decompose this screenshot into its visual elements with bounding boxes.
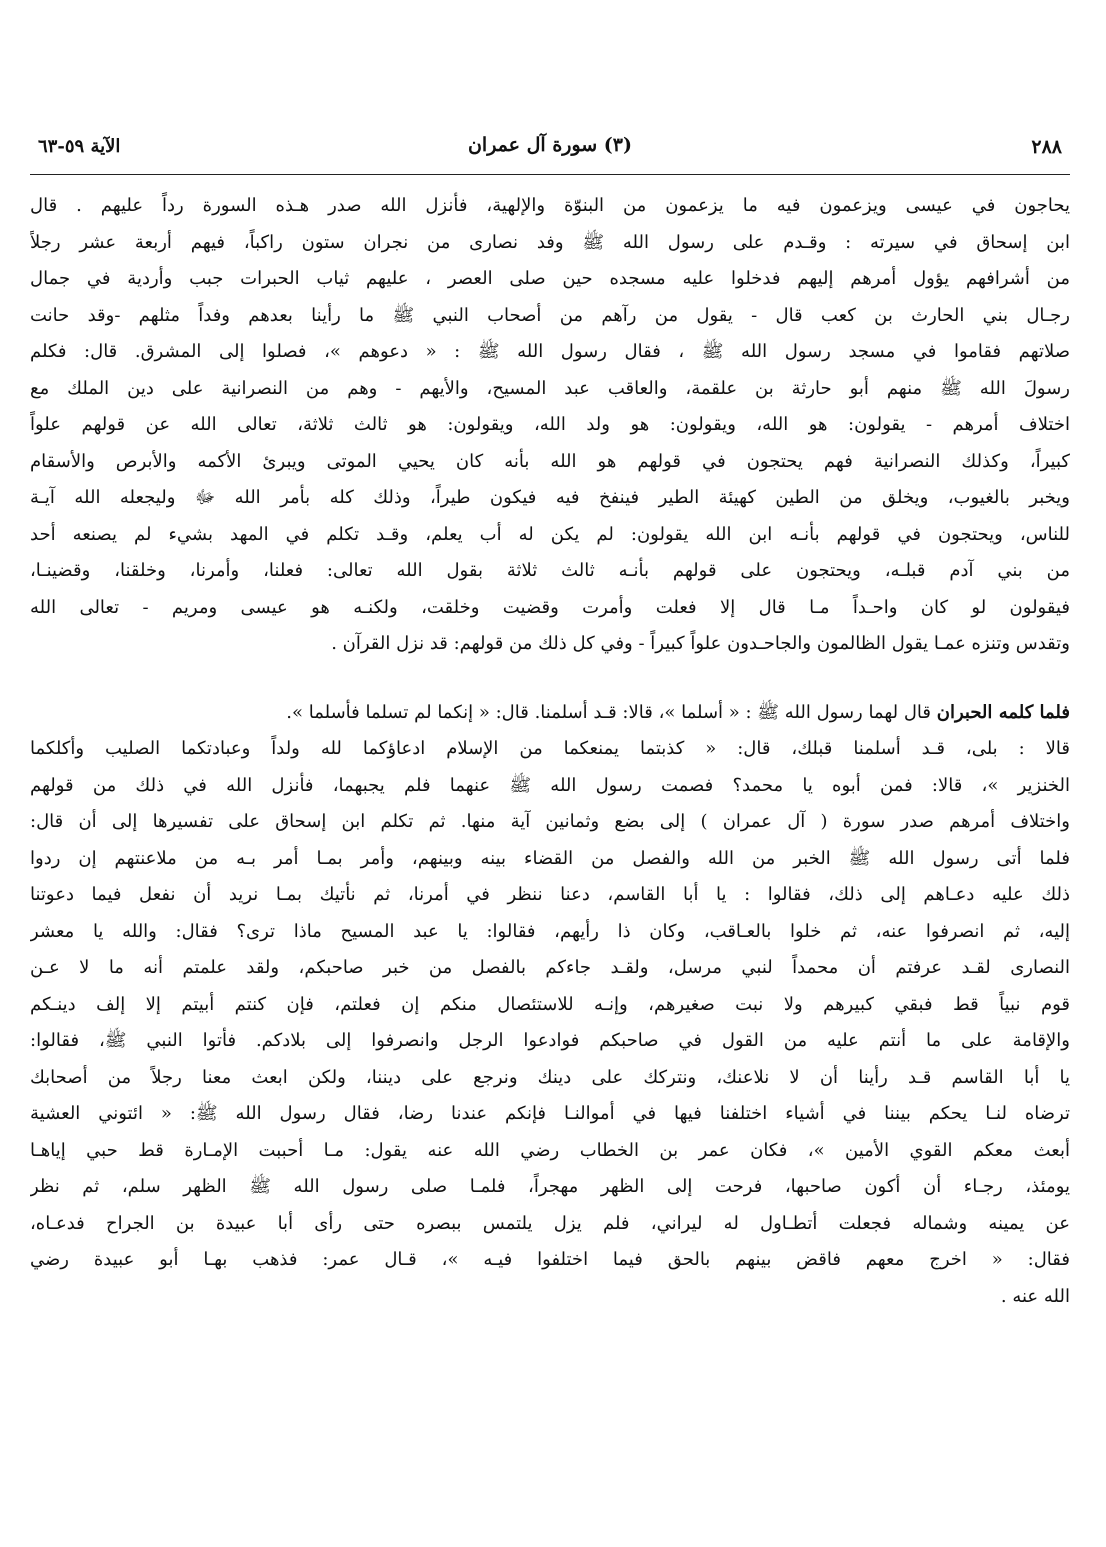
verse-range: الآية ٥٩-٦٣ <box>38 136 121 157</box>
text-line: فلما أتى رسول الله ﷺ الخبر من الله والفصل من القضاء بينه وبينهم، وأمر بمـا أمر بـه من ملاعنتهم إن ردوا <box>30 847 1070 869</box>
text-line: صلاتهم فقاموا في مسجد رسول الله ﷺ ، فقال رسول الله ﷺ : « دعوهم »، فصلوا إلى المشرق. قال: فكلم <box>30 341 1070 362</box>
text-line: يا أبا القاسم قـد رأينا أن لا نلاعنك، ونتركك على دينك ونرجع على ديننا، ولكن ابعث معنا رجلاً من أصحابك <box>30 1066 1070 1088</box>
text-line: واختلاف أمرهم صدر سورة ( آل عمران ) إلى بضع وثمانين آية منها. ثم تكلم ابن إسحاق على تفسيرها إلى أن قال: <box>30 811 1070 832</box>
text-line: إليه، ثم انصرفوا عنه، ثم خلوا بالعـاقب، وكان ذا رأيهم، فقالوا: يا عبد المسيح ماذا ترى؟ فقال: والله يا معشر <box>30 920 1070 942</box>
text-line: للناس، ويحتجون في قولهم بأنـه ابن الله يقولون: لم يكن له أب يعلم، وقـد تكلم في المهد بشيء لم يصنعه أحد <box>30 523 1070 545</box>
text-line: ابن إسحاق في سيرته : وقـدم على رسول الله ﷺ وفد نصارى من نجران ستون راكباً، فيهم أربعة عشر رجلاً <box>30 231 1070 253</box>
text-line: رسولَ الله ﷺ منهم أبو حارثة بن علقمة، والعاقب عبد المسيح، والأيهم - وهم من النصرانية على دين الملك مع <box>30 377 1070 399</box>
text-line: النصارى لقـد عرفتم أن محمداً لنبي مرسل، ولقـد جاءكم بالفصل من خبر صاحبكم، ولقد علمتم أنه ما لا عـن <box>30 957 1070 978</box>
text-line-with-lead <box>30 695 1070 732</box>
paragraph-gap <box>30 663 1070 695</box>
paragraph-2 <box>30 695 1070 1316</box>
text-line: الله عنه . <box>1000 1285 1070 1307</box>
text-line: فيقولون لو كان واحـداً مـا قال إلا فعلت وأمرت وقضيت وخلقت، ولكنـه هو عيسى ومريم - تعالى الله <box>30 596 1070 618</box>
paragraph-1 <box>30 188 1070 663</box>
running-header <box>30 118 1070 160</box>
text-line: قالا : بلى، قـد أسلمنا قبلك، قال: « كذبتما يمنعكما من الإسلام ادعاؤكما لله ولداً وعبادتكما الصليب وأكلكما <box>30 738 1070 759</box>
page-body <box>30 188 1070 1315</box>
text-line: ويخبر بالغيوب، ويخلق من الطين كهيئة الطير فينفخ فيه فيكون طيراً، وذلك كله بأمر الله ﷻ وليجعله الله آيـة <box>30 487 1070 508</box>
page-number: ٢٨٨ <box>1031 136 1062 158</box>
text-line: يومئذ، رجـاء أن أكون صاحبها، فرحت إلى الظهر مهجراً، فلمـا صلى رسول الله ﷺ الظهر سلم، ثم نظر <box>30 1176 1070 1197</box>
text-line: ترضاه لنـا يحكم بيننا في أشياء اختلفنا فيها في أموالنـا فإنكم عندنا رضا، فقال رسول الله ﷺ: « ائتوني العشية <box>30 1103 1070 1124</box>
text-line: كبيراً، وكذلك النصرانية فهم يحتجون في قولهم هو الله بأنه كان يحيي الموتى ويبرئ الأكمه والأبرص والأسقام <box>30 450 1070 472</box>
text-line: أبعث معكم القوي الأمين »، فكان عمر بن الخطاب رضي الله عنه يقول: مـا أحببت الإمـارة قط حبي إياهـا <box>30 1139 1070 1161</box>
text-line: من بني آدم قبلـه، ويحتجون على قولهم بأنـه ثالث ثلاثة بقول الله تعالى: فعلنا، وأمرنا، وخلقنا، وقضينـا، <box>30 560 1070 581</box>
paragraph-lead: فلما كلمه الحبران <box>936 701 1070 723</box>
text-line: عن يمينه وشماله فجعلت أتطـاول له ليراني، فلم يزل يلتمس ببصره حتى رأى أبا عبيدة بن الجراح فدعـاه، <box>30 1212 1070 1234</box>
text-line: الخنزير »، قالا: فمن أبوه يا محمد؟ فصمت رسول الله ﷺ عنهما فلم يجبهما، فأنزل الله في ذلك من قولهم <box>30 774 1070 796</box>
text-line: ذلك عليه دعـاهم إلى ذلك، فقالوا : يا أبا القاسم، دعنا ننظر في أمرنا، ثم نأتيك بمـا نريد أن نفعل فيما دعوتنا <box>30 884 1070 905</box>
text-line: رجـال بني الحارث بن كعب قال - يقول من رآهم من أصحاب النبي ﷺ ما رأينا بعدهم وفداً مثلهم -وقد حانت <box>30 304 1070 326</box>
text-line: يحاجون في عيسى ويزعمون فيه ما يزعمون من البنوّة والإلهية، فأنزل الله صدر هـذه السورة رداً عليهم . قال <box>30 195 1070 216</box>
text-line-rest: قال لهما رسول الله ﷺ : « أسلما »، قالا: قـد أسلمنا. قال: « إنكما لم تسلما فأسلما ». <box>286 701 937 723</box>
text-line: من أشرافهم يؤول أمرهم إليهم فدخلوا عليه مسجده حين صلى العصر ، عليهم ثياب الحبرات جبب وأردية في جمال <box>30 268 1070 289</box>
book-page <box>30 118 1070 1315</box>
text-line: وتقدس وتنزه عمـا يقول الظالمون والجاحـدون علواً كبيراً - وفي كل ذلك من قولهم: قد نزل القرآن . <box>331 633 1070 654</box>
header-divider <box>30 174 1070 175</box>
surah-title: (٣) سورة آل عمران <box>467 134 633 156</box>
text-line: فقال: « اخرج معهم فاقض بينهم بالحق فيما اختلفوا فيـه »، قـال عمر: فذهب بهـا أبو عبيدة رضي <box>30 1249 1070 1270</box>
text-line: والإقامة على ما أنتم عليه من القول في صاحبكم فوادعوا الرجل وانصرفوا إلى بلادكم. فأتوا النبي ﷺ، فقالوا: <box>30 1030 1070 1051</box>
text-line: اختلاف أمرهم - يقولون: هو الله، ويقولون: هو ولد الله، ويقولون: هو ثالث ثلاثة، تعالى الله عن قولهم علواً <box>30 414 1070 435</box>
text-line: قوم نبياً قط فبقي كبيرهم ولا نبت صغيرهم، وإنـه للاستئصال منكم إن فعلتم، فإن كنتم أبيتم إلا إلف دينـكم <box>30 993 1070 1015</box>
